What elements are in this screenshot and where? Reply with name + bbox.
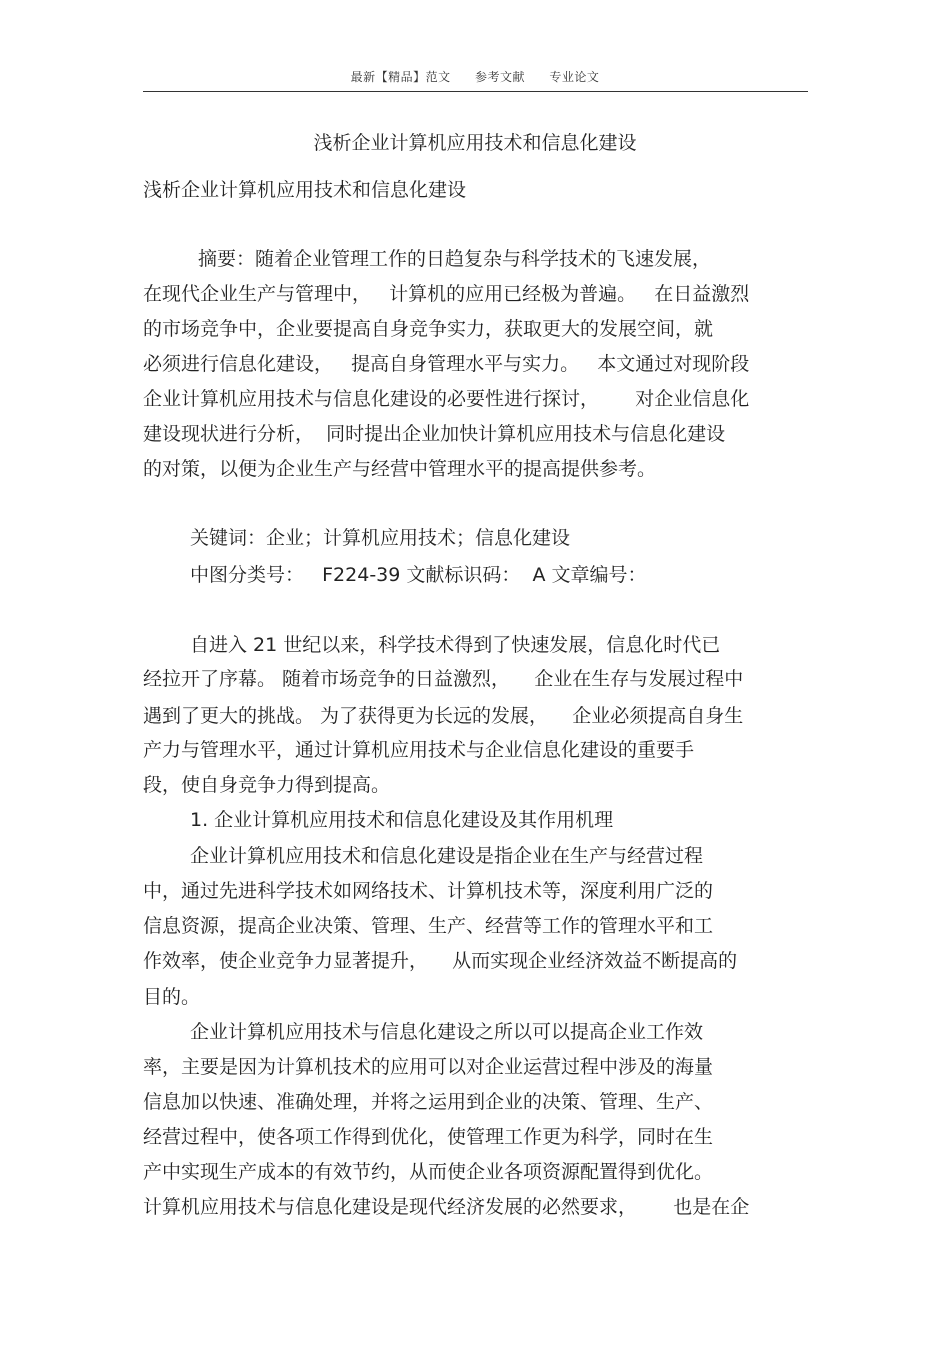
paragraph-line: 产中实现生产成本的有效节约，从而使企业各项资源配置得到优化。 xyxy=(143,1161,714,1183)
header-item: 专业论文 xyxy=(549,70,600,84)
paragraph-line: 段，使自身竞争力得到提高。 xyxy=(143,774,391,796)
keywords-line: 关键词：企业；计算机应用技术；信息化建设 xyxy=(190,527,571,549)
paragraph-line: 中，通过先进科学技术如网络技术、计算机技术等，深度利用广泛的 xyxy=(143,880,714,902)
abstract-line: 建设现状进行分析， 同时提出企业加快计算机应用技术与信息化建设 xyxy=(143,423,726,445)
paragraph-line: 企业计算机应用技术与信息化建设之所以可以提高企业工作效 xyxy=(190,1021,704,1043)
paragraph-line: 经营过程中，使各项工作得到优化，使管理工作更为科学，同时在生 xyxy=(143,1126,714,1148)
abstract-line: 摘要：随着企业管理工作的日趋复杂与科学技术的飞速发展， xyxy=(198,248,712,270)
header-divider xyxy=(143,91,808,92)
running-header xyxy=(0,68,950,85)
header-item: 最新【精品】范文 xyxy=(350,70,451,84)
paragraph-line: 信息资源，提高企业决策、管理、生产、经营等工作的管理水平和工 xyxy=(143,915,714,937)
paragraph-line: 作效率，使企业竞争力显著提升， 从而实现企业经济效益不断提高的 xyxy=(143,950,738,972)
paragraph-line: 自进入 21 世纪以来，科学技术得到了快速发展，信息化时代已 xyxy=(190,634,721,656)
abstract-line: 企业计算机应用技术与信息化建设的必要性进行探讨， 对企业信息化 xyxy=(143,388,750,410)
abstract-line: 的市场竞争中，企业要提高自身竞争实力，获取更大的发展空间，就 xyxy=(143,318,714,340)
paragraph-line: 遇到了更大的挑战。 为了获得更为长远的发展， 企业必须提高自身生 xyxy=(143,705,744,727)
paragraph-line: 产力与管理水平，通过计算机应用技术与企业信息化建设的重要手 xyxy=(143,739,695,761)
paragraph-line: 经拉开了序幕。 随着市场竞争的日益激烈， 企业在生存与发展过程中 xyxy=(143,668,744,690)
abstract-line: 必须进行信息化建设， 提高自身管理水平与实力。 本文通过对现阶段 xyxy=(143,353,750,375)
header-item: 参考文献 xyxy=(474,70,525,84)
paragraph-line: 率，主要是因为计算机技术的应用可以对企业运营过程中涉及的海量 xyxy=(143,1056,714,1078)
paragraph-line: 计算机应用技术与信息化建设是现代经济发展的必然要求， 也是在企 xyxy=(143,1196,750,1218)
document-title: 浅析企业计算机应用技术和信息化建设 xyxy=(313,132,637,154)
section-heading: 1. 企业计算机应用技术和信息化建设及其作用机理 xyxy=(190,809,614,831)
abstract-line: 在现代企业生产与管理中， 计算机的应用已经极为普遍。 在日益激烈 xyxy=(143,283,750,305)
abstract-line: 的对策，以便为企业生产与经营中管理水平的提高提供参考。 xyxy=(143,458,657,480)
classification-line: 中图分类号： F224-39 文献标识码： A 文章编号： xyxy=(190,564,647,586)
document-subtitle: 浅析企业计算机应用技术和信息化建设 xyxy=(143,179,467,201)
paragraph-line: 企业计算机应用技术和信息化建设是指企业在生产与经营过程 xyxy=(190,845,704,867)
paragraph-line: 信息加以快速、准确处理，并将之运用到企业的决策、管理、生产、 xyxy=(143,1091,714,1113)
paragraph-line: 目的。 xyxy=(143,986,201,1008)
